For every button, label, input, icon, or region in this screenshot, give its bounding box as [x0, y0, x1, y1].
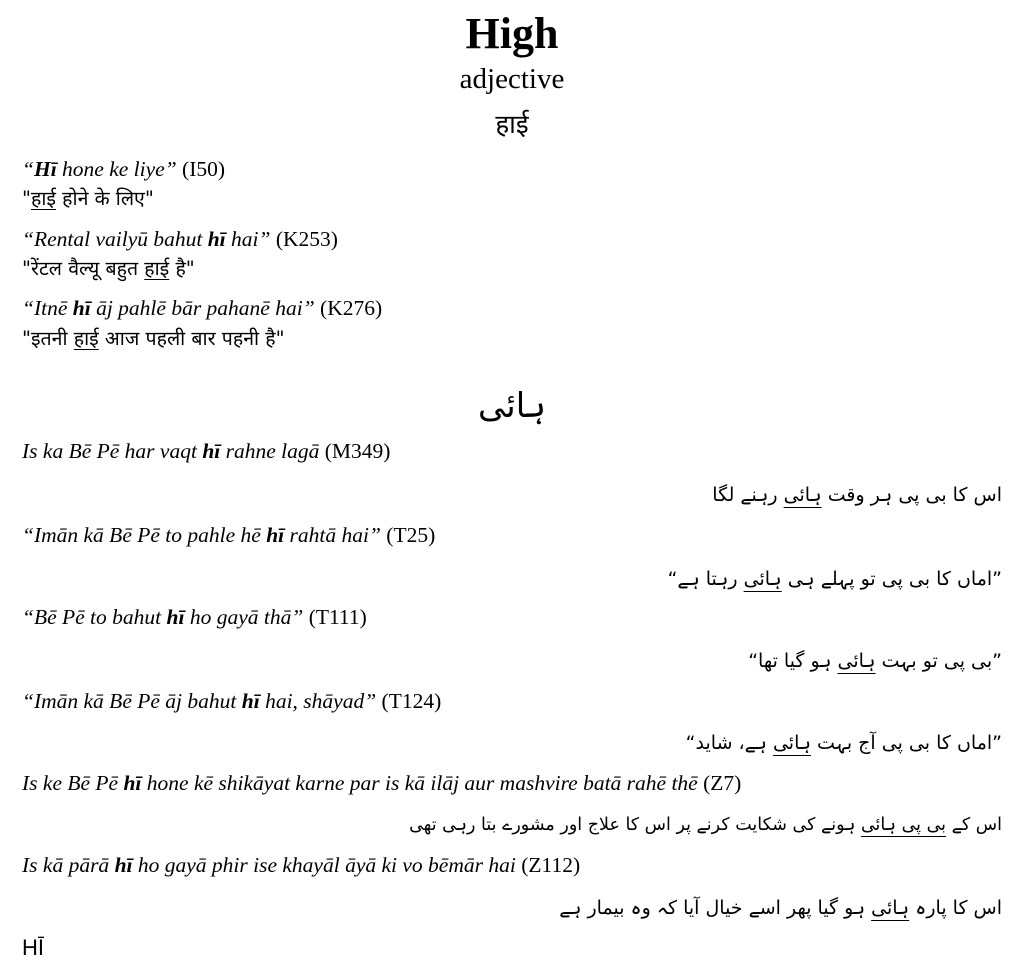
translit-example: “Itnē hī āj pahlē bār pahanē hai” (K276)	[22, 296, 383, 320]
translit-example: Is kā pārā hī ho gayā phir ise khayāl āyā ki vo bēmār hai (Z112)	[22, 853, 581, 877]
hindi-example: "हाई होने के लिए"	[22, 187, 154, 210]
translit-example: “Rental vailyū bahut hī hai” (K253)	[22, 227, 338, 251]
headword: High	[465, 9, 559, 58]
urdu-headword: ہائی	[477, 386, 547, 426]
part-of-speech: adjective	[459, 63, 565, 95]
urdu-example: ”اماں کا بی پی آج بہت ہائی ہے، شاید“	[685, 732, 1002, 754]
hindi-example: "इतनी हाई आज पहली बार पहनी है"	[22, 327, 285, 350]
hindi-example: "रेंटल वैल्यू बहुत हाई है"	[22, 257, 195, 280]
hindi-headword: हाई	[495, 110, 529, 140]
translit-example: “Bē Pē to bahut hī ho gayā thā” (T111)	[22, 605, 367, 629]
urdu-example: ”بی پی تو بہت ہائی ہو گیا تھا“	[748, 650, 1002, 672]
translit-example: “Hī hone ke liye” (I50)	[22, 157, 226, 181]
urdu-example: اس کے بی پی ہائی ہونے کی شکایت کرنے پر اس کا علاج اور مشورے بتا رہی تھی	[409, 815, 1002, 835]
translit-example: Is ke Bē Pē hī hone kē shikāyat karne par is kā ilāj aur mashvire batā rahē thē (Z7)	[22, 771, 742, 795]
footer-label: HĪ	[22, 935, 44, 960]
urdu-example: اس کا پارہ ہائی ہو گیا پھر اسے خیال آیا کہ وہ بیمار ہے	[559, 897, 1002, 919]
translit-example: “Imān kā Bē Pē āj bahut hī hai, shāyad” (T124)	[22, 689, 442, 713]
urdu-example: اس کا بی پی ہر وقت ہائی رہنے لگا	[712, 484, 1002, 506]
translit-example: “Imān kā Bē Pē to pahle hē hī rahtā hai” (T25)	[22, 523, 436, 547]
translit-example: Is ka Bē Pē har vaqt hī rahne lagā (M349)	[22, 439, 391, 463]
urdu-example: ”اماں کا بی پی تو پہلے ہی ہائی رہتا ہے“	[667, 568, 1002, 590]
